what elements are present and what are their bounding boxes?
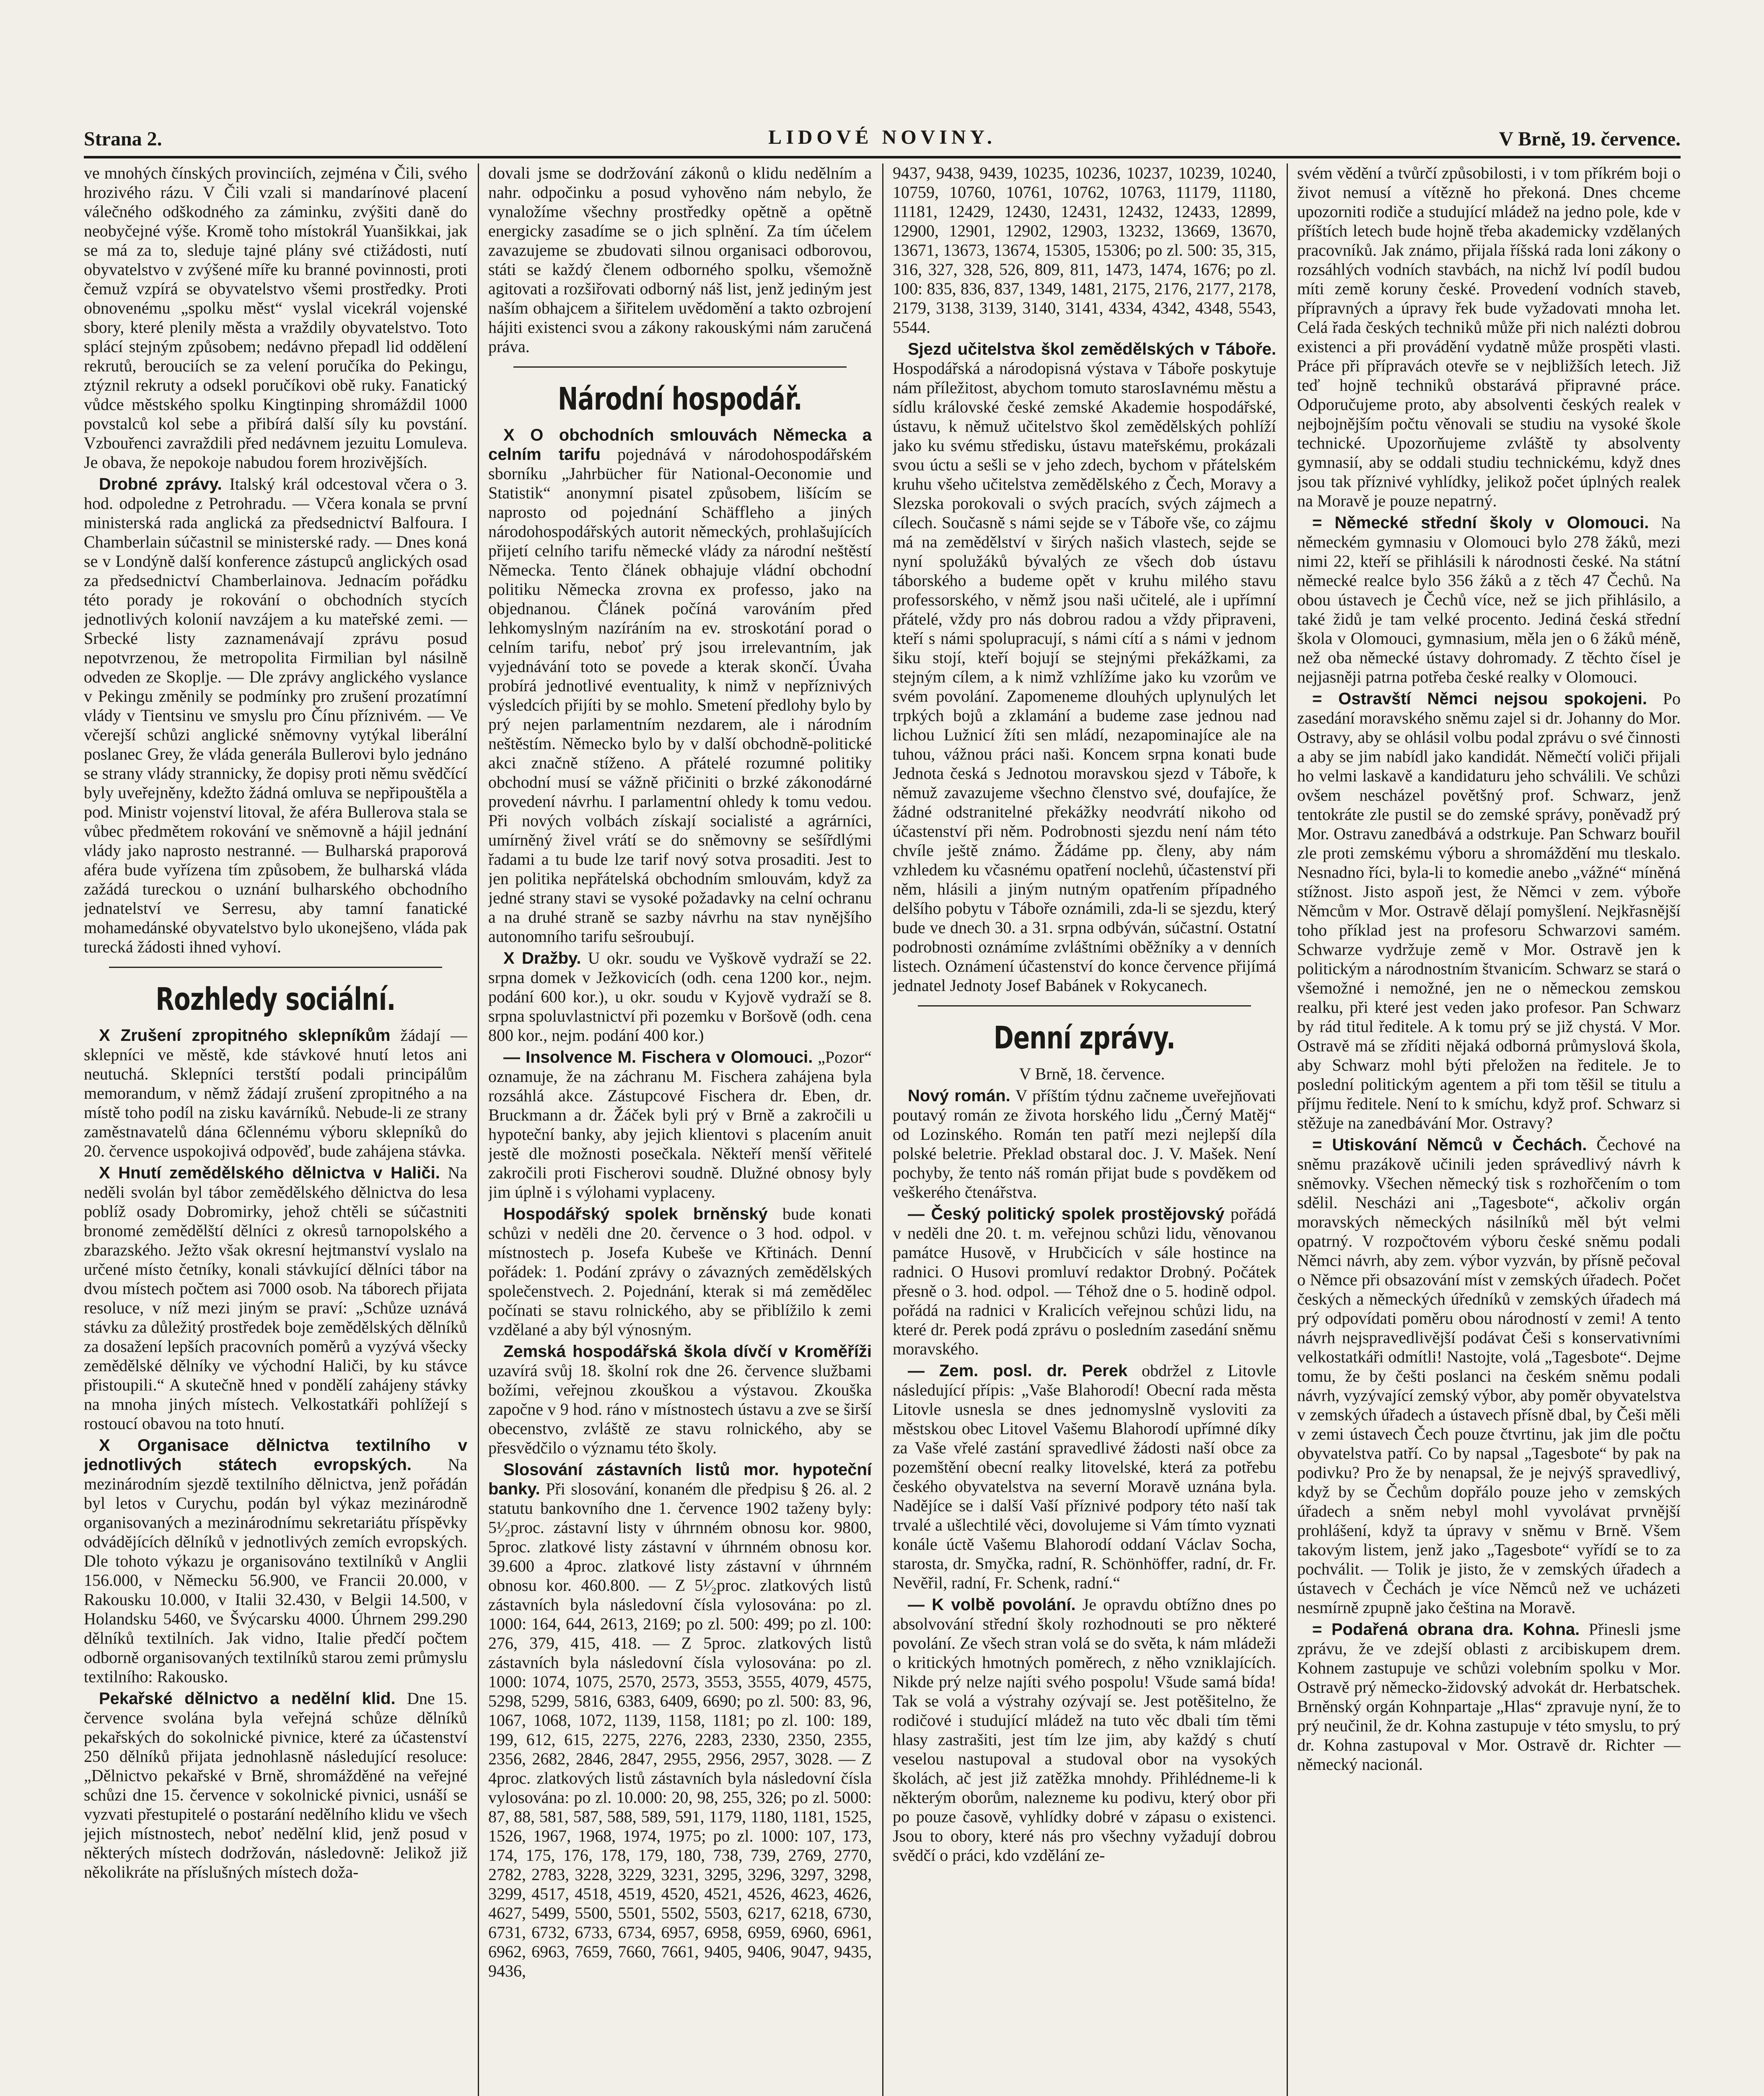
column-rule	[478, 163, 479, 2096]
article-headline: X Dražby.	[503, 949, 581, 968]
article-body: uzavírá svůj 18. školní rok dne 26. července službami božími, veřejnou zkouškou a výstavou. Zkouška započne v 9 hod. ráno v místnostech ústavu a zve se širší obecenstvo, zvláště ze stavu rolnického, aby se přesvědčilo o významu této školy.	[488, 1361, 872, 1457]
masthead	[84, 126, 1681, 153]
article-headline: — Český politický spolek prostějovský	[908, 1205, 1225, 1223]
article-text	[84, 1689, 467, 1882]
article-text	[488, 1460, 872, 1981]
article-headline: Hospodářský spolek brněnský	[503, 1205, 768, 1223]
section-dateline: V Brně, 18. července.	[1019, 1064, 1165, 1083]
article-text	[488, 425, 872, 946]
article-headline: Drobné zprávy.	[99, 475, 222, 493]
article-body: „Pozor“ oznamuje, že na záchranu M. Fischera zahájena byla rozsáhlá akce. Zástupcové Fischera dr. Eben, dr. Bruckmann a dr. Žáček byli prý v Brně a zakročili u hypoteční banky, aby jejich klientovi s placením anuit jestě dle možnosti posečkala. Někteří menší věřitelé zakročili proti Fischerovi soudně. Dlužné obnosy byly jim úplně i s výlohami vyplaceny.	[488, 1048, 872, 1201]
article-text	[1297, 689, 1681, 1133]
article-text	[488, 1048, 872, 1202]
section-title: Národní hospodář.	[558, 381, 802, 417]
article-headline: Slosování zástavních listů mor. hypoteční banky.	[488, 1460, 872, 1498]
article-headline: = Ostravští Němci nejsou spokojeni.	[1312, 690, 1647, 708]
article-body: U okr. soudu ve Vyškově vydraží se 22. srpna domek v Ježkovicích (odh. cena 1200 kor., nejm. podání 600 kor.), u okr. soudu v Kyjově vydraží se 8. srpna spoluvlastnictví při pozemku v Boršově (odh. cena 800 kor., nejm. podání 400 kor.)	[488, 949, 872, 1045]
article-text	[893, 340, 1276, 995]
article-headline: X Zrušení zpropitného sklepníkům	[99, 1026, 391, 1045]
newspaper-page	[84, 126, 1681, 2096]
article-text	[893, 1595, 1276, 1865]
article-body: V příštím týdnu začneme uveřejňovati poutavý román ze života horského lidu „Černý Matěj“ od Lozinského. Román ten patří mezi nejlepší díla polské beletrie. Překlad obstaral doc. J. V. Mašek. Není pochyby, že tento náš román přijat bude s povděkem od veškerého čtenářstva.	[893, 1086, 1276, 1201]
section-divider	[918, 1005, 1251, 1006]
newspaper-name: LIDOVÉ NOVINY.	[768, 126, 996, 148]
issue-date: V Brně, 19. července.	[1499, 128, 1681, 150]
article-headline: Zemská hospodářská škola dívčí v Kroměříži	[503, 1342, 872, 1361]
article-headline: = Utiskování Němců v Čechách.	[1312, 1136, 1587, 1154]
article-text	[1297, 1620, 1681, 1774]
article-headline: Nový román.	[908, 1087, 1010, 1105]
column-2	[488, 163, 872, 2096]
section-title: Rozhledy sociální.	[155, 981, 396, 1017]
article-body: Je opravdu obtížno dnes po absolvování střední školy rozhodnouti se pro některé povolání. Ze všech stran volá se do světa, k nám mládeži o kritických hmotných poměrech, z něho vzniklajících. Nikde prý nelze najíti svého pospolu! Všude samá bída! Tak se volá a výstrahy ozývají se. Jest potěšitelno, že rodičové i studující mládež na tuto věc dbali tím těmi hlasy zastrašiti, jest tím lze jim, aby každý s chutí veselou nastupoval a studoval obor na vysokých školách, ač jest již zatěžka mnohdy. Přihlédneme-li k některým oborům, nalezneme ku podivu, který obor při po pouze časově, vyhlídky dobré v zápasu o existenci. Jsou to obory, které nás pro všechny vyžadují dobrou svědčí o práci, kdo vzdělání ze-	[893, 1595, 1276, 1865]
article-headline: = Podařená obrana dra. Kohna.	[1312, 1620, 1580, 1639]
page-number: Strana 2.	[84, 128, 162, 150]
article-text	[893, 1086, 1276, 1202]
column-3	[893, 163, 1276, 2096]
article-text	[488, 1342, 872, 1458]
section-divider	[109, 967, 442, 968]
article-text: 9437, 9438, 9439, 10235, 10236, 10237, 10239, 10240, 10759, 10760, 10761, 10762, 10763, 11179, 11180, 11181, 12429, 12430, 12431, 12432, 12433, 12899, 12900, 12901, 12902, 12903, 13232, 13669, 13670, 13671, 13673, 13674, 15305, 15306; po zl. 500: 35, 315, 316, 327, 328, 526, 809, 811, 1473, 1474, 1676; po zl. 100: 835, 836, 837, 1349, 1481, 2175, 2176, 2177, 2178, 2179, 3138, 3139, 3140, 3141, 4334, 4342, 4348, 5543, 5544.	[893, 163, 1276, 337]
article-body: pojednává v národohospodářském sborníku „Jahrbücher für National-Oeconomie und Statistik“ anonymní pisatel způsobem, lišícím se naprosto od pojednání Schäffleho a jiných národohospodářských autorit německých, prohlašujících přijetí celního tarifu německé vlády za národní neštěstí Německa. Tento článek obhajuje vládní obchodní politiku Německa zrovna ex professo, jako na objednanou. Článek počíná varováním před lehkomyslným nazíráním na ev. stroskotání porad o celním tarifu, neboť prý jsou irrelevantním, jak vyjednávání toto se povede a kterak skončí. Úvaha probírá jednotlivé eventuality, k nimž v nepříznivých výsledcích přijíti by se mohlo. Smetení předlohy bylo by prý nejen parlamentním nezdarem, ale i národním neštěstím. Německo bylo by v další obchodně-politické akci značně stíženo. A přátelé rozumné politiky obchodní musí se vážně přičiniti o brzké zákonodárné provedení návrhu. I parlamentní ohledy k tomu vedou. Při nových volbách získají socialisté a agrárníci, umírněný živel vrátí se do sněmovny se sešířdlými řadami a tu bude lze tarif nový sotva prosaditi. Jest to jen politika nepřátelská obchodním smlouvám, když za jedné strany stavi se vysoké požadavky na celní ochranu a na druhé straně se sazby návrhu na stav nynějšího autonomního tarifu sešroubují.	[488, 445, 872, 946]
article-headline: X Hnutí zemědělského dělnictva v Haliči.	[99, 1164, 440, 1182]
article-body: žádají — sklepníci ve městě, kde stávkové hnutí letos ani neutuchá. Sklepníci terstští podali principálům memorandum, v němž žádají zrušení zpropitného a na místě toho podíl na zisku kavárníků. Nebude-li ze strany zaměstnavatelů dána 6člennému výboru sklepníků do 20. července uspokojivá odpověď, bude zahájena stávka.	[84, 1026, 467, 1160]
article-text	[84, 1436, 467, 1686]
article-body: Na německém gymnasiu v Olomouci bylo 278 žáků, mezi nimi 22, kteří se přihlásili k národnosti české. Na státní německé realce bylo 356 žáků a z těch 47 Čechů. Na obou ústavech je Čechů více, než se jich přihlásilo, a také židů je tam velké procento. Jediná česká střední škola v Olomouci, gymnasium, měla jen o 6 žáků méně, než oba německé ústavy dohromady. Z těchto čísel je nejjasněji patrna potřeba české realky v Olomouci.	[1297, 513, 1681, 686]
article-headline: — K volbě povolání.	[908, 1595, 1076, 1614]
article-headline: X O obchodních smlouvách Německa a celním tarifu	[488, 426, 872, 464]
article-text	[84, 1026, 467, 1161]
article-headline: — Insolvence M. Fischera v Olomouci.	[503, 1048, 813, 1066]
article-headline: X Organisace dělnictva textilního v jednotlivých státech evropských.	[84, 1436, 467, 1474]
column-1	[84, 163, 467, 2096]
article-text: dovali jsme se dodržování zákonů o klidu nedělním a nahr. odpočinku a posud vyhověno nám nebylo, že vynaložíme všechny prostředky opětně a opětně energicky zasadíme se o jich splnění. Za tím účelem zavazujeme se zbudovati silnou organisaci odborovou, státi se každý členem odborného spolku, všemožně agitovati a rozšiřovati odborný náš list, jenž jediným jest naším obhajcem a šiřitelem uvědomění a takto ozbrojení hájiti existenci svou a zákony rakouskými nám zaručená práva.	[488, 163, 872, 356]
column-rule	[1287, 163, 1288, 2096]
section-title: Denní zprávy.	[993, 1020, 1176, 1056]
article-body: Na mezinárodním sjezdě textilního dělnictva, jenž pořádán byl letos v Curychu, podán byl výkaz mezinárodně organisovaných a mezinárodnímu sekretariátu příspěvky odvádějících dělníků v jednotlivých zemích evropských. Dle tohoto výkazu je organisováno textilníků v Anglii 156.000, v Německu 56.900, ve Francii 20.000, v Rakousku 10.000, v Italii 32.430, v Belgii 14.500, v Holandsku 5460, ve Švýcarsku 4000. Úhrnem 299.290 dělníků textilních. Jak vidno, Italie předčí počtem odborně organisovaných textilníků starou zemi průmyslu textilního: Rakousko.	[84, 1455, 467, 1686]
masthead-rule	[84, 156, 1681, 158]
article-body: Čechové na sněmu prazákově učinili jeden správedlivý návrh k sněmovky. Všechen německý tisk s rozhořčením o tom sdělil. Nescházi ani „Tagesbote“, ačkoliv orgán moravských německých násilníků měl být velmi opatrný. V rozpočtovém výboru české sněmu podali Němci návrh, aby zem. výbor vyzván, by přísně pečoval o Němce při obsazování míst v zemských úřadech. Počet českých a německých úředníků v zemských úřadech má prý odpovídati poměru obou národností v zemi! A tento návrh nejspravedlivější podávat Češi s konservativními velkostatkáři odmítli! Nastojte, volá „Tagesbote“. Dejme tomu, že by češti poslanci na českém sněmu podali návrh, vyzývající zemský výbor, aby poměr obyvatelstva v zemských úřadech a ústavech přísně dbal, by Češi měli v zemi ústavech Čech pouze čtvrtinu, jak jim dle počtu obyvatelstva patří. Co by napsal „Tagesbote“ by pak na podivku? Pro že by nenapsal, že je nejvýš spravedlivý, když by se Čechům dopřálo pouze jeho v zemských úřadech a sněm nebyl mohl vyvolávat prvnější prohlášení, když ta úpravy v sněmu v Brně. Všem takovým listem, jenž jako „Tagesbote“ vyřídí se to za pochválit. — Tolik je jisto, že v zemských úřadech a ústavech v Čechách je více Němců než ve ucházeti nesmírně zpupně jako čeština na Moravě.	[1297, 1135, 1681, 1617]
article-headline: — Zem. posl. dr. Perek	[908, 1362, 1128, 1380]
article-text	[84, 475, 467, 957]
article-body: Přinesli jsme zprávu, že ve zdejší oblasti z arcibiskupem drem. Kohnem zastupuje ve schůzi volebním spolku v Mor. Ostravě prý německo-židovský advokát dr. Herbatschek. Brněnský orgán Kohnpartaje „Hlas“ zpravuje nyní, že to prý neučinil, že dr. Kohna zastupuje v této smyslu, to prý dr. Kohna zastupoval v Mor. Ostravě dr. Richter — německý nacionál.	[1297, 1620, 1681, 1774]
article-body: Hospodářská a národopisná výstava v Táboře poskytuje nám příležitost, abychom tomuto starosIavnému městu a sídlu královské české zemské Akademie hospodářské, ústavu, k němuž učitelstvo škol zemědělských pohlíží jako ku svému středisku, ústavu mateřskému, prokázali svou úctu a sešli se v jeho zdech, bychom v přátelském kruhu všeho učitelstva zemědělského z Čech, Moravy a Slezska porokovali o svých pracích, svých zájmech a cílech. Současně s námi sejde se v Táboře vše, co zájmu má na zemědělství v širých našich vlastech, sejde se nyní spolužáků bývalých ze všech dob ústavu táborského a budeme opět v kruhu milého stavu professorského, v němž jsou naši učitelé, ale i upřímní přátelé, vždy pro nás dobrou radou a vždy připraveni, kteří s námi spolupracují, s námi cítí a s námi v jednom šiku stojí, kteří bojují se stejnými překážkami, za stejným cílem, a k nimž vzhlížíme jako ku vzorům ve svém povolání. Zapomeneme dlouhých uplynulých let trpkých bojů a zklamání a budeme zase jednou nad lichou Lužnicí žíti sen mládí, nezapominajíce ale na tuhou, vážnou práci naši. Koncem srpna konati bude Jednota česká s Jednotou moravskou sjezd v Táboře, k němuž zavazujeme všechno členstvo své, doufajíce, že žádné odstranitelné překážky neodvrátí nikoho od účastenství při něm. Podrobnosti sjezdu není nám této chvíle ještě známo. Žádáme pp. členy, aby nám vzhledem ku včasnému opatření noclehů, účastenství při něm, hlásili a jiným nutným opatřením případného delšího pobytu v Táboře oznámili, zda-li se sjezdu, který bude ve dnech 30. a 31. srpna odbýván, súčastní. Ostatní podrobnosti oznámíme zvláštními oběžníky a v denních listech. Oznámení účastenství do konce července přijímá jednatel Jednoty Josef Babánek v Rokycanech.	[893, 359, 1276, 995]
article-body: Na neděli svolán byl tábor zemědělského dělnictva do lesa poblíž osady Dobromirky, jehož chtěli se súčastniti bronomé zemědělští dělníci z okresů tarnopolského a zbarazského. Ježto však okresní hejtmanství vyslalo na určené místo četníky, konali stávkující dělníci tábor na dvou místech počtem asi 7000 osob. Na táborech přijata resoluce, v níž mezi jiným se praví: „Schůze uznává stávku za důležitý prostředek boje zemědělských dělníků za dosažení lepších pracovních poměrů a vyzývá všecky zemědělské dělníky ve východní Haliči, by ku stávce přistoupili.“ A skutečně hned v pondělí zahájeny stávky na mnoha jiných místech. Velkostatkáři pohlížejí s rostoucí obavou na toto hnutí.	[84, 1163, 467, 1433]
article-body: Po zasedání moravského sněmu zajel si dr. Johanny do Mor. Ostravy, aby se ohlásil volbu podal zprávu o své činnosti a aby se jim nabídl jako kandidát. Němečtí voliči přijali ho velmi laskavě a kandidaturu jeho schválili. Ve schůzi ovšem nescházel povětšný prof. Schwarz, jenž tentokráte zle pustil se do zemské správy, poněvadž prý Mor. Ostravu zanedbává a odstrkuje. Pan Schwarz bouřil zle proti zemskému výboru a shromáždění mu tleskalo. Nesnadno říci, byla-li to komedie anebo „vážné“ míněná stížnost. Jisto aspoň jest, že Němci v zem. výboře Němcům v Mor. Ostravě dělají pomyšlení. Nejkřasnější toho příklad jest na profesoru Schwarzovi samém. Schwarze vydržuje země v Mor. Ostravě jen k politickým a národnostním štvanicím. Schwarz se stará o všemožné i nemožné, jen ne o německou zemskou realku, při které jest veden jako profesor. Pan Schwarz by rád titul ředitele. A k tomu prý se již chystá. V Mor. Ostravě má se zříditi nějaká odborná průmyslová škola, aby Schwarz mohl býti přeložen na ředitele. Je to poslední politickým agentem a při tom těšil se titulu a příjmu ředitele. Není to k smíchu, když prof. Schwarz si stěžuje na zanedbávání Mor. Ostravy?	[1297, 689, 1681, 1132]
section-divider	[513, 366, 847, 368]
article-text	[84, 1163, 467, 1433]
column-4	[1297, 163, 1681, 2096]
article-text	[893, 1204, 1276, 1359]
column-rule	[882, 163, 883, 2096]
article-text: svém vědění a tvůrčí způsobilosti, i v tom příkrém boji o život nemusí a vítězně ho překoná. Dnes chceme upozorniti rodiče a studující mládež na jedno pole, kde v příštích letech bude hojně třeba akademicky vzdělaných pracovníků. Jak známo, přijala říšská rada loni zákony o rozsáhlých vodních stavbách, na nichž lví podíl budou míti země koruny české. Provedení vodních staveb, přípravných a úpravy řek bude vyžadovati mnoha let. Celá řada českých techniků může při nich nalézti dobrou existenci a při provádění vydatně může prospěti vlasti. Práce při přípravách otevře se v nejbližších letech. Již teď hojně techniků obstarává připravné práce. Odporučujeme proto, aby absolventi českých realek v nejbojnějším počtu věnovali se studiu na vysoké škole technické. Upozorňujeme zvláště ty absolventy gymnasií, aby se oddali studiu technickému, když dnes jsou tak příznivé vyhlídky, jelikož počet úplných realek na Moravě je pouze nepatrný.	[1297, 163, 1681, 510]
article-text	[1297, 513, 1681, 687]
article-body: Dne 15. července svolána byla veřejná schůze dělníků pekařských do sokolnické pivnice, které za účastenství 250 dělníků přijata jednohlasně následující resoluce: „Dělnictvo pekařské v Brně, shromážděné na veřejné schůzi dne 15. července v sokolnické pivnici, usnáší se vyzvati přestupitelé o postarání nedělního klidu ve všech jejich místnostech, neboť nedělní klid, jenž posud v některých místech dodržován, následovně: Jelikož již několikráte na příslušných místech doža-	[84, 1689, 467, 1881]
article-text	[488, 1204, 872, 1339]
article-text	[893, 1361, 1276, 1593]
article-body: Italský král odcestoval včera o 3. hod. odpoledne z Petrohradu. — Včera konala se první ministerská rada anglická za předsednictví Balfoura. I Chamberlain súčastnil se ministerské rady. — Dnes koná se v Londýně další konference zástupců anglických osad za předsednictví Chamberlainova. Jednacím pořádku této porady je rokování o obchodních stycích jednotlivých kolonií navzájem a ku mateřské zemi. — Srbecké listy zaznamenávají zprávu posud nepotvrzenou, že metropolita Firmilian byl násilně odveden ze Skoplje. — Dle zprávy anglického vyslance v Pekingu změnily se podmínky pro zrušení prozatímní vlády v Tientsinu ve smyslu pro Čínu příznivém. — Ve včerejší schůzi anglické sněmovny vytýkal liberální poslanec Grey, že vláda generála Bullerovi bylo jednáno se strany vlády strannicky, že dopisy proti němu svědčící byly uveřejněny, kdežto žádná omluva se nepřipouštěla a pod. Ministr vojenství litoval, že aféra Bullerova stala se vůbec předmětem rokování ve sněmovně a hájil jednání vlády jako naprosto nestranné. — Bulharská praporová aféra bude vyřízena tím způsobem, že bulharská vláda zažádá tureckou o uznání bulharského obchodního jednatelství ve Serresu, aby tamní fanatické mohamedánské obyvatelstvo bylo ukonejšeno, vláda pak turecká žádosti ihned vyhoví.	[84, 475, 467, 956]
article-body: obdržel z Litovle následující přípis: „Vaše Blahorodí! Obecní rada města Litovle usnesla se dnes jednomyslně vysloviti za městskou obec Litovel Vašemu Blahorodí upřímné díky za Vaše vřelé zastání spravedlivé žádosti naší obce za pozemštění obecní realky litovelské, která za potřebu českého obyvatelstva na severní Moravě uznána byla. Nadějíce se i další Vaší příznivé podpory této naší tak trvalé a ušlechtilé věci, dovolujeme si Vám tímto vyznati konále úctě Vašemu Blahorodí oddaní Václav Socha, starosta, dr. Smyčka, radní, R. Schönhöffer, radní, dr. Fr. Nevěřil, radní, Fr. Schenk, radní.“	[893, 1361, 1276, 1592]
article-headline: Sjezd učitelstva škol zemědělských v Táboře.	[908, 340, 1276, 358]
article-headline: Pekařské dělnictvo a nedělní klid.	[99, 1689, 396, 1708]
article-headline: = Německé střední školy v Olomouci.	[1312, 514, 1649, 532]
article-body: pořádá v neděli dne 20. t. m. veřejnou schůzi lidu, věnovanou památce Husově, v Hrubčicích v sále hostince na radnici. O Husovi promluví redaktor Drobný. Počátek přesně o 3. hod. odpol. — Téhož dne o 5. hodině odpol. pořádá na radnici v Kralicích veřejnou schůzi lidu, na které dr. Perek podá zprávu o posledním zasedání sněmu moravského.	[893, 1204, 1276, 1358]
article-body: bude konati schůzi v neděli dne 20. července o 3 hod. odpol. v místnostech p. Josefa Kubeše ve Křtinách. Denní pořádek: 1. Podání zprávy o závazných zemědělských společenstvech. 2. Pojednání, kterak si má zemědělec počínati se stavu rolnického, aby se přiblížilo k zemi vzdělané a aby býl výnosným.	[488, 1204, 872, 1339]
article-text: ve mnohých čínských provinciích, zejména v Čili, svého hrozivého rázu. V Čili vzali si mandarínové placení válečného odškodného za záminku, zvýšiti daně do neobyčejné výše. Kromě toho místokrál Yuanšikkai, jak se má za to, sleduje tajné plány své ctižádosti, nutí obyvatelstvo v zvýšené míře ku branné povinnosti, proti čemuž vzpírá se obyvatelstvo všemi prostředky. Proti obnovenému „spolku měst“ vyslal vicekrál vojenské sbory, které plenily města a vraždily obyvatelstvo. Toto splácí stejným způsobem; nedávno přepadl lid oddělení rekrutů, berouciích se za velení poručíka do Pekingu, ztýznil rekruty a odsekl poručíkovi obě ruky. Fanatický vůdce městského spolku Kingtinping shromáždil 1000 povstalců kol sebe a přibírá další síly ku povstání. Vzbouřenci zavraždili před nedávnem jezuitu Lomuleva. Je obava, že nepokoje nabudou forem hrozivějších.	[84, 163, 467, 472]
article-body: Při slosování, konaném dle předpisu § 26. al. 2 statutu bankovního dne 1. července 1902 taženy byly: 5¹⁄₂proc. zástavní listy v úhrnném obnosu kor. 9800, 5proc. zlatkové listy zástavní v úhrnném obnosu kor. 39.600 a 4proc. zlatkové listy zástavní v úhrnném obnosu kor. 460.800. — Z 5¹⁄₂proc. zlatkových listů zástavních byla následovní čísla vylosována: po zl. 1000: 164, 644, 2613, 2169; po zl. 500: 499; po zl. 100: 276, 379, 415, 418. — Z 5proc. zlatkových listů zástavních byla následovní čísla vylosována: po zl. 1000: 1074, 1075, 2570, 2573, 3553, 3555, 4079, 4575, 5298, 5299, 5816, 6383, 6409, 6690; po zl. 500: 83, 96, 1067, 1068, 1072, 1139, 1158, 1181; po zl. 100: 189, 199, 612, 615, 2275, 2276, 2283, 2330, 2350, 2355, 2356, 2682, 2846, 2847, 2955, 2956, 2957, 3028. — Z 4proc. zlatkových listů zástavních byla následovní čísla vylosována: po zl. 10.000: 20, 98, 255, 326; po zl. 5000: 87, 88, 581, 587, 588, 589, 591, 1179, 1180, 1181, 1525, 1526, 1967, 1968, 1974, 1975; po zl. 1000: 107, 173, 174, 175, 176, 178, 179, 180, 738, 739, 2769, 2770, 2782, 2783, 3228, 3229, 3231, 3295, 3296, 3297, 3298, 3299, 4517, 4518, 4519, 4520, 4521, 4526, 4623, 4626, 4627, 5499, 5500, 5501, 5502, 5503, 6217, 6218, 6730, 6731, 6732, 6733, 6734, 6957, 6958, 6959, 6960, 6961, 6962, 6963, 7659, 7660, 7661, 9405, 9406, 9047, 9435, 9436,	[488, 1479, 872, 1980]
article-text	[1297, 1135, 1681, 1617]
article-text	[488, 949, 872, 1045]
